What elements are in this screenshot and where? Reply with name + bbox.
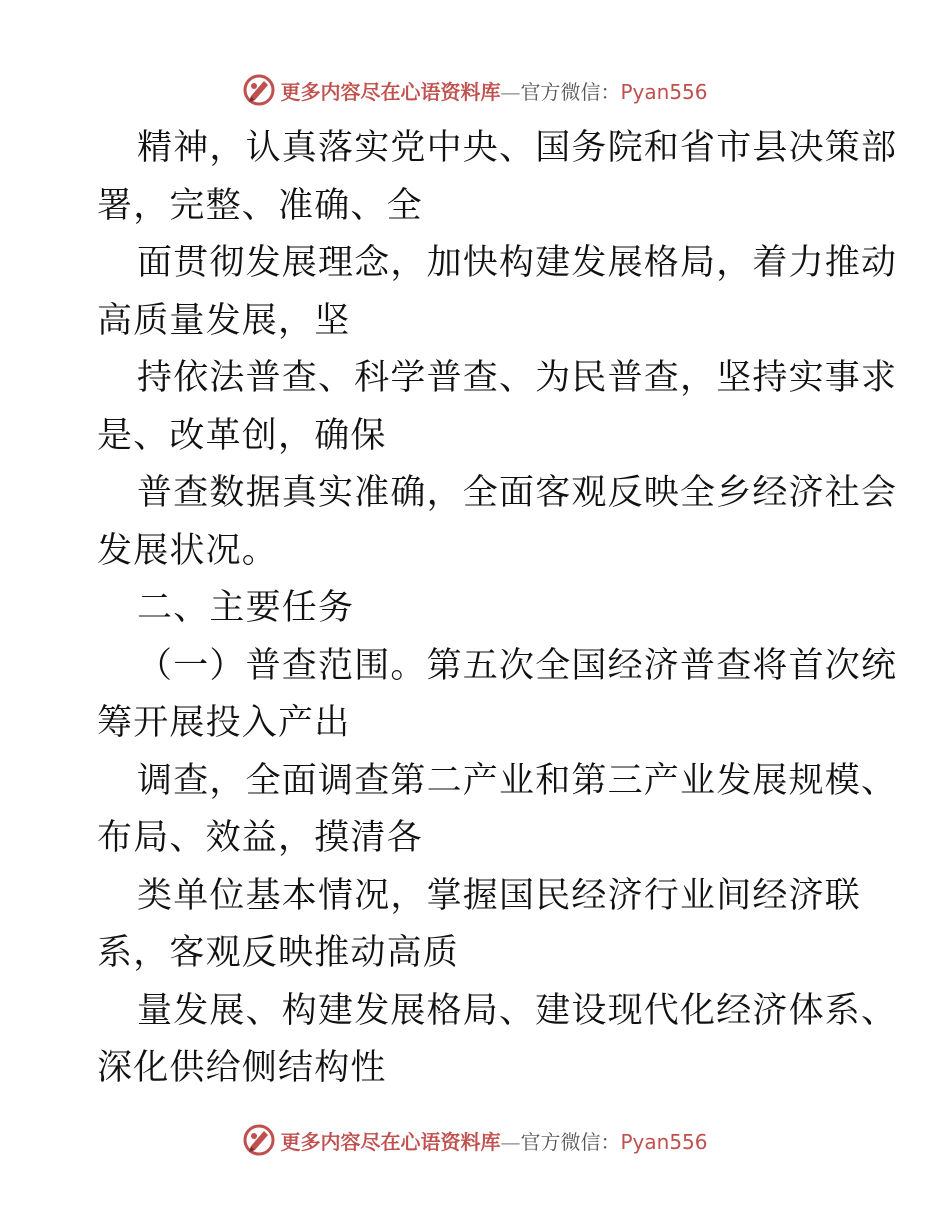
text-line: 调查，全面调查第二产业和第三产业发展规模、 (137, 760, 898, 801)
watermark-wechat-id: Pyan556 (620, 79, 708, 104)
text-line: 类单位基本情况，掌握国民经济行业间经济联 (137, 875, 862, 916)
footer-watermark (0, 1122, 950, 1158)
watermark-official: 官方微信： (520, 79, 621, 104)
text-line: 布局、效益，摸清各 (97, 818, 423, 858)
text-line: 发展状况。 (97, 530, 279, 571)
text-line: 高质量发展，坚 (97, 300, 351, 341)
watermark-dash: — (500, 1129, 521, 1154)
text-line: 是、改革创，确保 (97, 415, 387, 456)
text-line: 系，客观反映推动高质 (97, 933, 460, 973)
watermark-text (280, 1126, 707, 1155)
text-line: 量发展、构建发展格局、建设现代化经济体系、 (137, 990, 898, 1031)
header-watermark (0, 72, 950, 108)
watermark-main: 更多内容尽在心语资料库 (280, 79, 501, 104)
text-line: 持依法普查、科学普查、为民普查，坚持实事求 (137, 358, 898, 398)
text-line: 署，完整、准确、全 (97, 185, 423, 226)
document-body (97, 120, 898, 1098)
section-heading: 二、主要任务 (137, 588, 355, 628)
pen-nib-circle-icon (242, 73, 276, 107)
watermark-wechat-id: Pyan556 (620, 1129, 708, 1154)
pen-nib-circle-icon (242, 1123, 276, 1157)
text-line: 深化供给侧结构性 (97, 1048, 387, 1088)
watermark-main: 更多内容尽在心语资料库 (280, 1129, 501, 1154)
text-line: （一）普查范围。第五次全国经济普查将首次统 (137, 645, 898, 686)
text-line: 普查数据真实准确，全面客观反映全乡经济社会 (137, 473, 898, 513)
text-line: 筹开展投入产出 (97, 703, 351, 743)
text-line: 面贯彻发展理念，加快构建发展格局，着力推动 (137, 243, 898, 283)
watermark-official: 官方微信： (520, 1129, 621, 1154)
watermark-dash: — (500, 79, 521, 104)
watermark-text (280, 76, 707, 105)
text-line: 精神，认真落实党中央、国务院和省市县决策部 (137, 128, 898, 168)
